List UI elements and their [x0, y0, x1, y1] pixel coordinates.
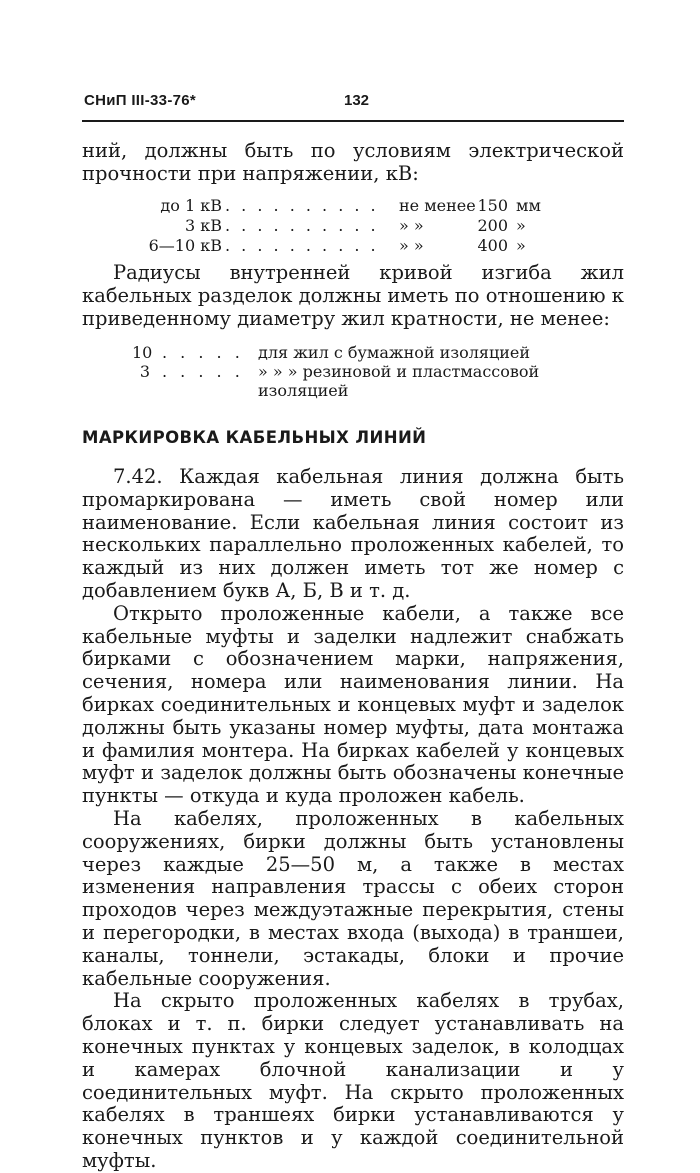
voltage-value: 200	[477, 216, 508, 235]
voltage-label: до 1 кВ	[160, 196, 222, 215]
voltage-condition: » »	[399, 216, 424, 235]
voltage-row	[112, 196, 572, 216]
main-text	[82, 466, 624, 1173]
voltage-condition: не менее	[399, 196, 476, 215]
voltage-value: 150	[477, 196, 508, 215]
leader-dots: . . . . . . . . . .	[225, 216, 379, 235]
voltage-unit: мм	[516, 196, 541, 215]
ratio-value: 10	[132, 343, 153, 362]
voltage-row	[112, 236, 572, 256]
paragraph-text: На кабелях, проложенных в кабельных сооружениях, бирки должны быть установлены через каждые 25—50 м, а также в местах изменения направления трассы с обеих сторон проходов через междуэтажные перекрытия, стены и перегородки, в местах входа (выхода) в траншеи, каналы, тоннели, эстакады, блоки и прочие кабельные сооружения.	[82, 806, 624, 990]
paragraph-text: Каждая кабельная линия должна быть промаркирована — иметь свой номер или наименование. Если кабельная линия состоит из нескольких параллельно проложенных кабелей, то каждый из них должен иметь тот же номер с добавлением букв А, Б, В и т. д.	[82, 465, 624, 602]
ratio-row	[132, 343, 602, 362]
paragraph	[82, 466, 624, 603]
paragraph-text: Открыто проложенные кабели, а также все кабельные муфты и заделки надлежит снабжать бирками с обозначением марки, напряжения, сечения, номера или наименования линии. На бирках соединительных и концевых муфт и заделок должны быть указаны номер муфты, дата монтажа и фамилия монтера. На бирках кабелей у концевых муфт и заделок должны быть обозначены конечные пункты — откуда и куда проложен кабель.	[82, 601, 624, 808]
paragraph	[82, 990, 624, 1172]
leader-dots: . . . . . . . . . .	[225, 236, 379, 255]
voltage-table	[112, 196, 572, 256]
voltage-label: 3 кВ	[184, 216, 222, 235]
ratio-description: для жил с бумажной изоляцией	[258, 343, 531, 362]
leader-dots: . . . . .	[162, 343, 244, 362]
ratio-table	[132, 343, 602, 400]
paragraph-number: 7.42.	[113, 465, 163, 488]
document-code: СНиП III-33-76*	[84, 92, 197, 109]
voltage-label: 6—10 кВ	[148, 236, 222, 255]
ratio-description: » » » резиновой и пластмассовой изоляцией	[258, 362, 540, 400]
intro-paragraph: ний, должны быть по условиям электрической прочности при напряжении, кВ:	[82, 139, 624, 185]
paragraph	[82, 603, 624, 808]
voltage-unit: »	[516, 236, 526, 255]
leader-dots: . . . . . . . . . .	[225, 196, 379, 215]
voltage-unit: »	[516, 216, 526, 235]
ratio-value: 3	[139, 362, 150, 381]
voltage-row	[112, 216, 572, 236]
ratio-row	[132, 362, 602, 400]
voltage-condition: » »	[399, 236, 424, 255]
paragraph-text: На скрыто проложенных кабелях в трубах, блоках и т. п. бирки следует устанавливать на конечных пунктах у концевых заделок, в колодцах и камерах блочной канализации и у соединительных муфт. На скрыто проложенных кабелях в траншеях бирки устанавливаются у конечных пунктов и у каждой соединительной муфты.	[82, 989, 624, 1172]
paragraph	[82, 808, 624, 990]
radius-paragraph: Радиусы внутренней кривой изгиба жил кабельных разделок должны иметь по отношению к приведенному диаметру жил кратности, не менее:	[82, 261, 624, 330]
leader-dots: . . . . .	[162, 362, 244, 381]
header-rule	[82, 120, 624, 122]
running-header	[82, 92, 624, 116]
section-title: МАРКИРОВКА КАБЕЛЬНЫХ ЛИНИЙ	[82, 428, 427, 447]
page-number: 132	[344, 92, 370, 109]
voltage-value: 400	[477, 236, 508, 255]
